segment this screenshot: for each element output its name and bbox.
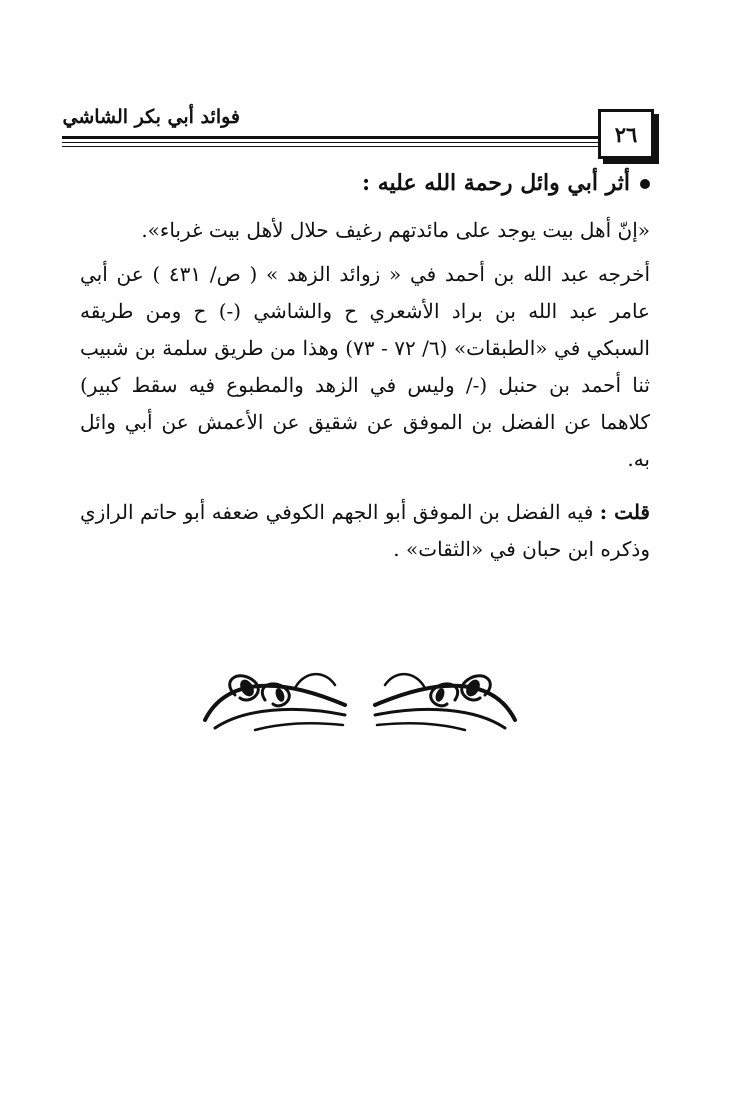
header-rule-thin: [62, 142, 598, 143]
comment-text: فيه الفضل بن الموفق أبو الجهم الكوفي ضعفه أبو حاتم الرازي وذكره ابن حبان في «الثقات» .: [80, 500, 650, 561]
comment-label: قلت :: [599, 500, 650, 524]
header-rule-thin-lower: [62, 146, 598, 147]
page-number-text: ٢٦: [614, 121, 638, 147]
section-heading: [300, 170, 650, 196]
running-title: فوائد أبي بكر الشاشي: [62, 106, 240, 128]
page-number: [598, 109, 654, 159]
comment-paragraph: [80, 494, 650, 568]
header-rule-thick: [62, 136, 598, 139]
takhrij-paragraph: أخرجه عبد الله بن أحمد في « زوائد الزهد » ( ص/ ٤٣١ ) عن أبي عامر عبد الله بن براد الأشعري ح والشاشي (-) ح ومن طريقه السبكي في «الطبقات» (٦/ ٧٢ - ٧٣) وهذا من طريق سلمة بن شبيب ثنا أحمد بن حنبل (-/ وليس في الزهد والمطبوع فيه سقط كبير) كلاهما عن الفضل بن الموفق عن شقيق عن الأعمش عن أبي وائل به.: [80, 262, 651, 471]
quote-paragraph: «إنّ أهل بيت يوجد على مائدتهم رغيف حلال لأهل بيت غرباء».: [141, 218, 650, 242]
bullet-icon: [640, 179, 650, 189]
floral-ornament-icon: [195, 660, 525, 740]
heading-text: أثر أبي وائل رحمة الله عليه :: [361, 170, 630, 196]
